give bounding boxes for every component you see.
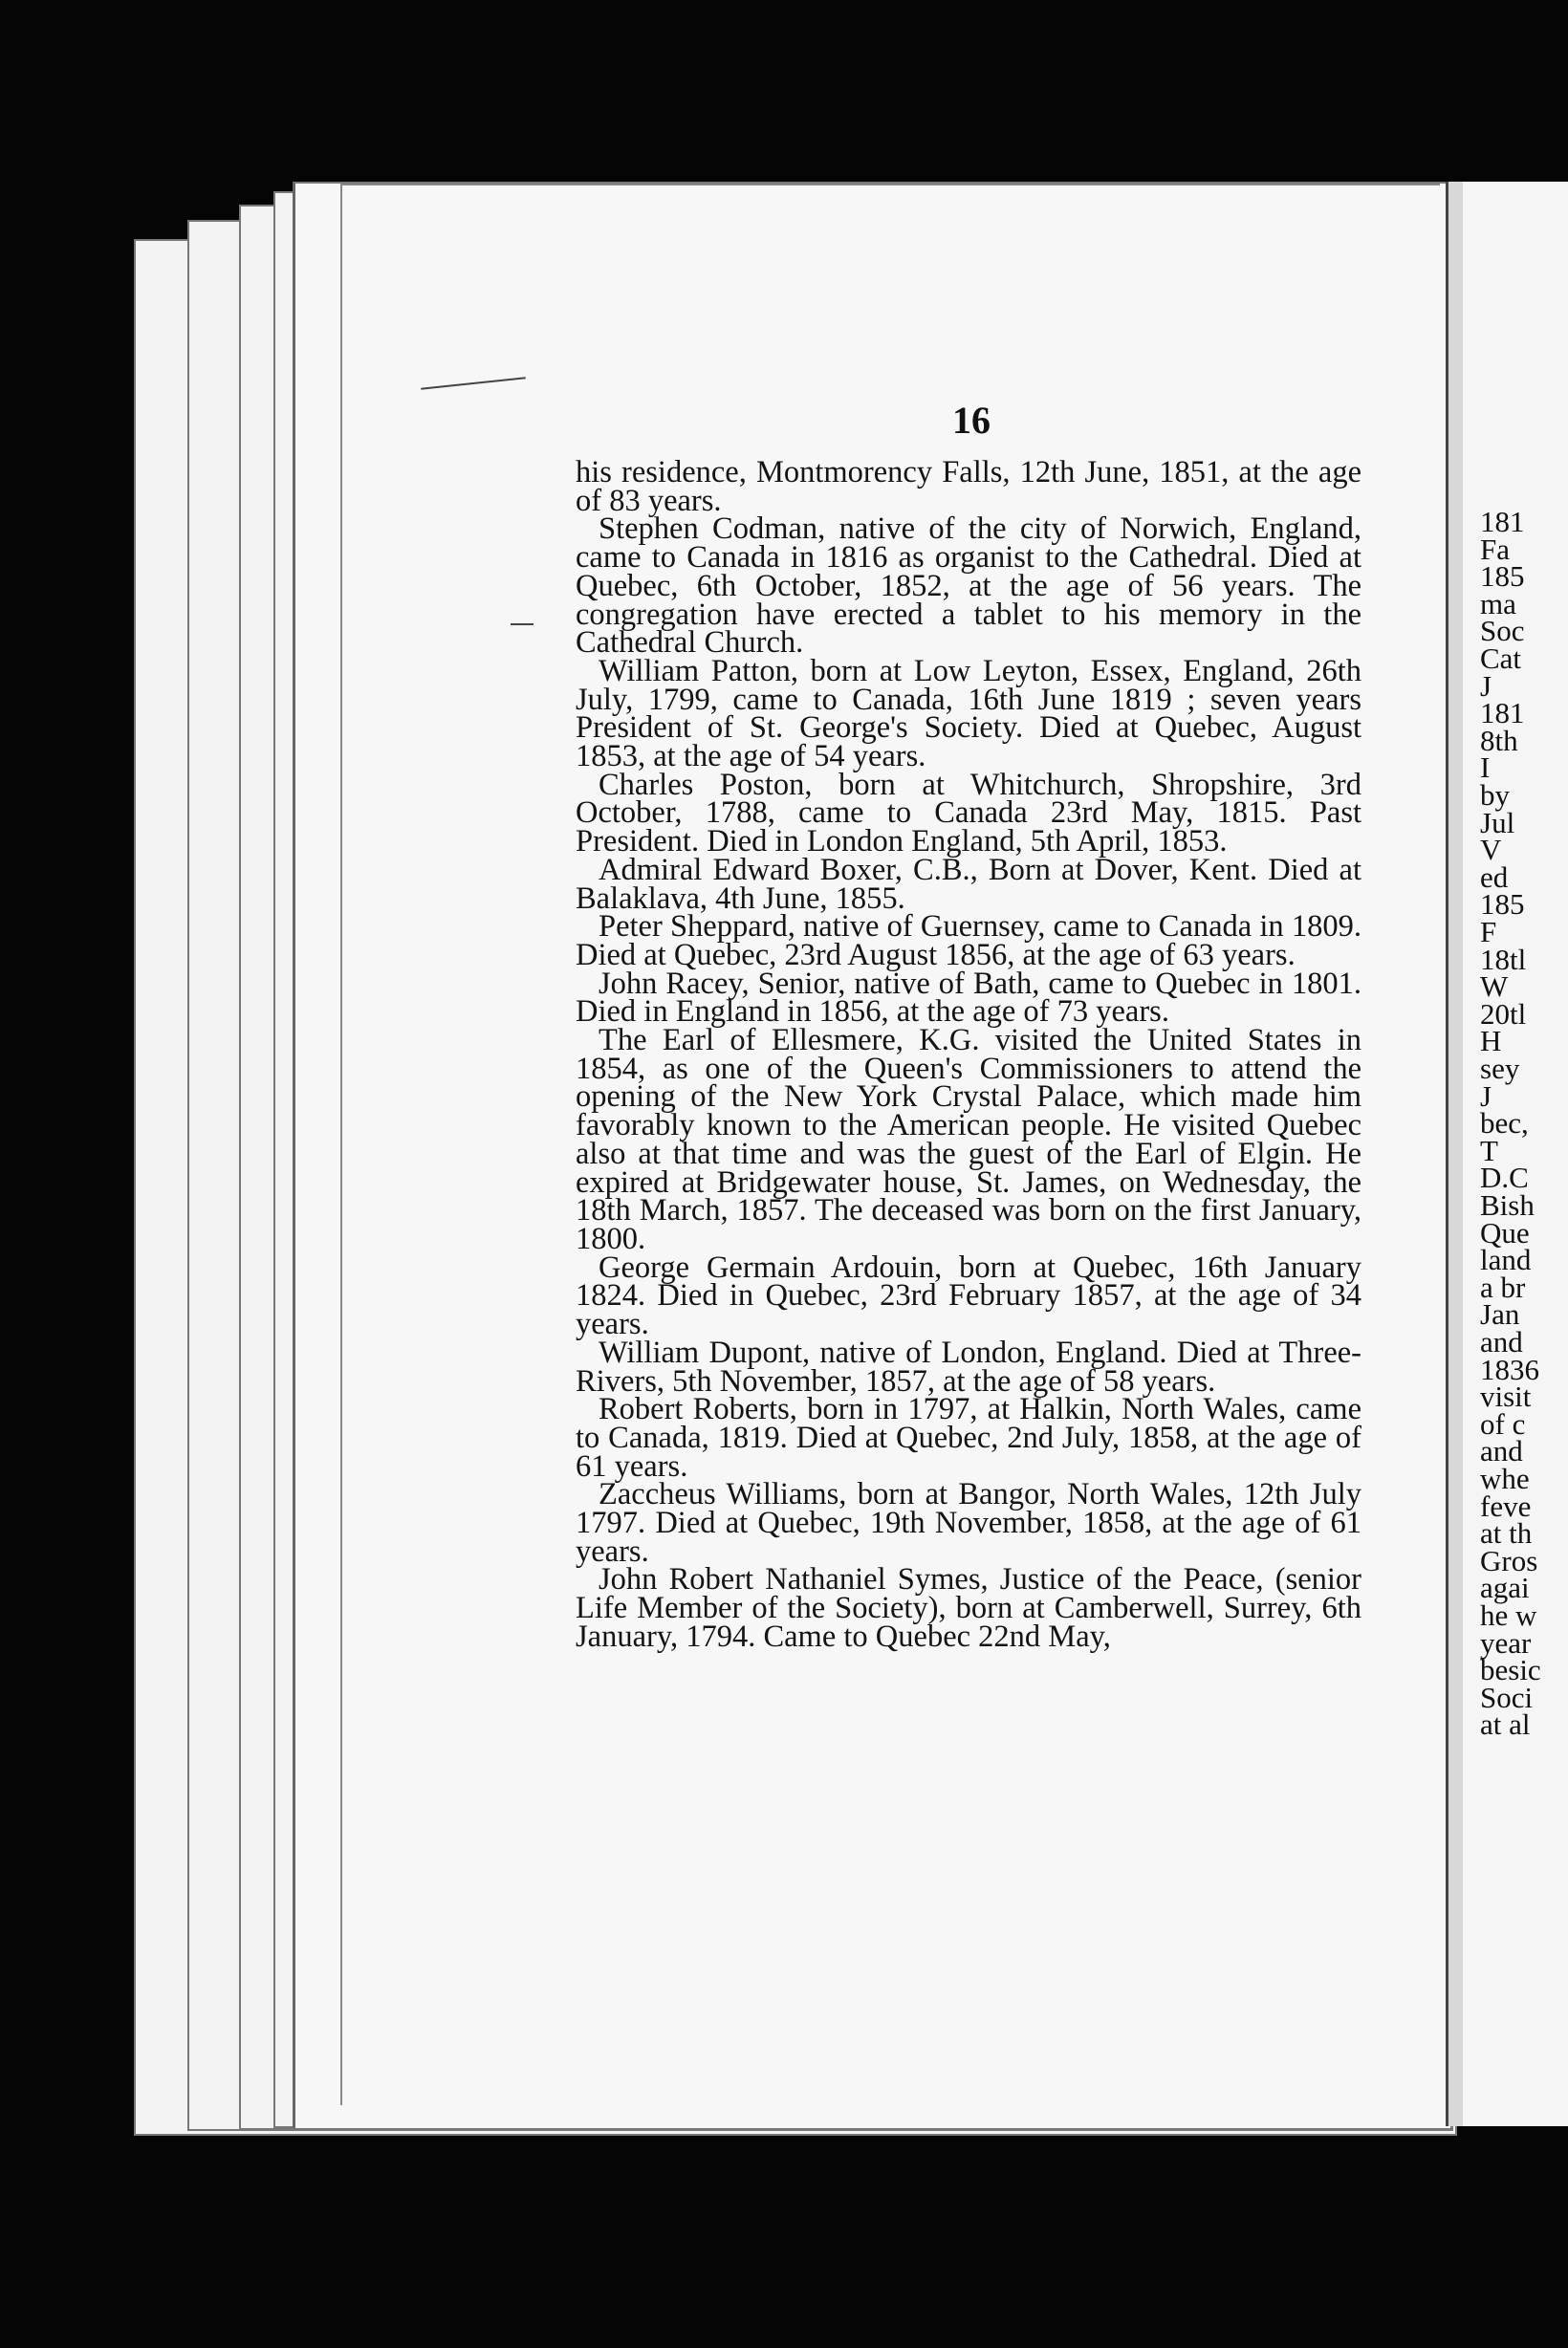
body-paragraph: Peter Sheppard, native of Guernsey, came to Canada in 1809. Died at Quebec, 23rd August 1856, at the age of 63 years. [576, 909, 1361, 972]
facing-page-fragment: 8th [1480, 723, 1518, 757]
facing-page-fragment: 18tl [1480, 942, 1527, 976]
body-paragraph: John Racey, Senior, native of Bath, came to Quebec in 1801. Died in England in 1856, at the age of 73 years. [576, 966, 1361, 1030]
body-paragraph: William Dupont, native of London, England. Died at Three-Rivers, 5th November, 1857, at the age of 58 years. [576, 1335, 1361, 1399]
facing-page-fragment: 185 [1480, 559, 1525, 594]
facing-page-fragment: Jul [1480, 805, 1515, 839]
facing-page-fragment: Gros [1480, 1543, 1538, 1577]
facing-page-fragment: D.C [1480, 1161, 1529, 1195]
facing-page-fragment: 181 [1480, 696, 1525, 730]
facing-page-fragment: J [1480, 1078, 1492, 1113]
body-paragraph: Admiral Edward Boxer, C.B., Born at Dover, Kent. Died at Balaklava, 4th June, 1855. [576, 852, 1361, 916]
facing-page-fragment: 1836 [1480, 1352, 1539, 1386]
body-paragraph: John Robert Nathaniel Symes, Justice of the Peace, (senior Life Member of the Society), born at Camberwell, Surrey, 6th January, 1794. Came to Quebec 22nd May, [576, 1562, 1361, 1654]
facing-page-fragment: at al [1480, 1707, 1531, 1742]
facing-page-fragment: Cat [1480, 641, 1522, 675]
facing-page-fragment: and [1480, 1434, 1523, 1468]
facing-page-fragment: Soci [1480, 1680, 1534, 1714]
facing-page-fragment: T [1480, 1133, 1498, 1167]
facing-page-fragment: bec, [1480, 1106, 1529, 1141]
page-number: 16 [952, 399, 991, 442]
margin-dash [511, 623, 534, 625]
facing-page-fragment: Fa [1480, 532, 1510, 566]
facing-page-fragment: a br [1480, 1270, 1526, 1304]
page-body [576, 455, 1361, 1654]
facing-page [1463, 182, 1568, 2126]
facing-page-fragment: 20tl [1480, 996, 1527, 1031]
body-paragraph: Stephen Codman, native of the city of Norwich, England, came to Canada in 1816 as organist to the Cathedral. Died at Quebec, 6th October, 1852, at the age of 56 years. The congregation have erected a tablet to his memory in the Cathedral Church. [576, 511, 1361, 661]
facing-page-fragment: land [1480, 1243, 1532, 1277]
body-paragraph: William Patton, born at Low Leyton, Essex, England, 26th July, 1799, came to Canada, 16th June 1819 ; seven years President of St. George's Society. Died at Quebec, August 1853, at the age of 54 years. [576, 653, 1361, 774]
facing-page-fragment: Que [1480, 1215, 1530, 1250]
body-paragraph: Charles Poston, born at Whitchurch, Shropshire, 3rd October, 1788, came to Canada 23rd May, 1815. Past President. Died in London England, 5th April, 1853. [576, 767, 1361, 859]
facing-page-fragment: whe [1480, 1462, 1530, 1495]
page-border-left [340, 184, 342, 2105]
facing-page-fragment: V [1480, 833, 1502, 867]
page-border-top [340, 184, 1440, 185]
facing-page-fragment: at th [1480, 1516, 1533, 1551]
facing-page-fragment: I [1480, 750, 1491, 785]
facing-page-fragment: W [1480, 969, 1509, 1004]
facing-page-fragment: ed [1480, 859, 1509, 894]
facing-page-fragment: J [1480, 668, 1492, 703]
facing-page-fragment: Jan [1480, 1297, 1520, 1332]
facing-page-fragment: F [1480, 915, 1497, 948]
facing-page-fragment: of c [1480, 1406, 1526, 1441]
facing-page-fragment: H [1480, 1024, 1502, 1058]
body-paragraph: The Earl of Ellesmere, K.G. visited the United States in 1854, as one of the Queen's Commissioners to attend the opening of the New York Crystal Palace, which made him favorably known to the American people. He visited Quebec also at that time and was the guest of the Earl of Elgin. He expired at Bridgewater house, St. James, on Wednesday, the 18th March, 1857. The deceased was born on the first January, 1800. [576, 1023, 1361, 1256]
body-paragraph: George Germain Ardouin, born at Quebec, 16th January 1824. Died in Quebec, 23rd February 1857, at the age of 34 years. [576, 1250, 1361, 1342]
body-paragraph: Zaccheus Williams, born at Bangor, North Wales, 12th July 1797. Died at Quebec, 19th November, 1858, at the age of 61 years. [576, 1477, 1361, 1569]
facing-page-fragment: he w [1480, 1598, 1537, 1632]
facing-page-fragment: Bish [1480, 1188, 1535, 1222]
facing-page-fragment: sey [1480, 1052, 1520, 1085]
body-paragraph: his residence, Montmorency Falls, 12th June, 1851, at the age of 83 years. [576, 455, 1361, 518]
facing-page-fragment: 185 [1480, 887, 1525, 922]
facing-page-fragment: and [1480, 1325, 1523, 1359]
body-paragraph: Robert Roberts, born in 1797, at Halkin, North Wales, came to Canada, 1819. Died at Quebec, 2nd July, 1858, at the age of 61 years. [576, 1392, 1361, 1484]
facing-page-fragment: Soc [1480, 614, 1525, 648]
facing-page-fragment: besic [1480, 1653, 1541, 1687]
facing-page-fragment: feve [1480, 1489, 1532, 1523]
facing-page-fragment: year [1480, 1625, 1532, 1660]
facing-page-fragment: agai [1480, 1571, 1530, 1605]
facing-page-fragment: by [1480, 778, 1510, 812]
facing-page-fragment: visit [1480, 1380, 1532, 1414]
facing-page-fragment: 181 [1480, 505, 1525, 538]
facing-page-fragment: ma [1480, 586, 1516, 620]
